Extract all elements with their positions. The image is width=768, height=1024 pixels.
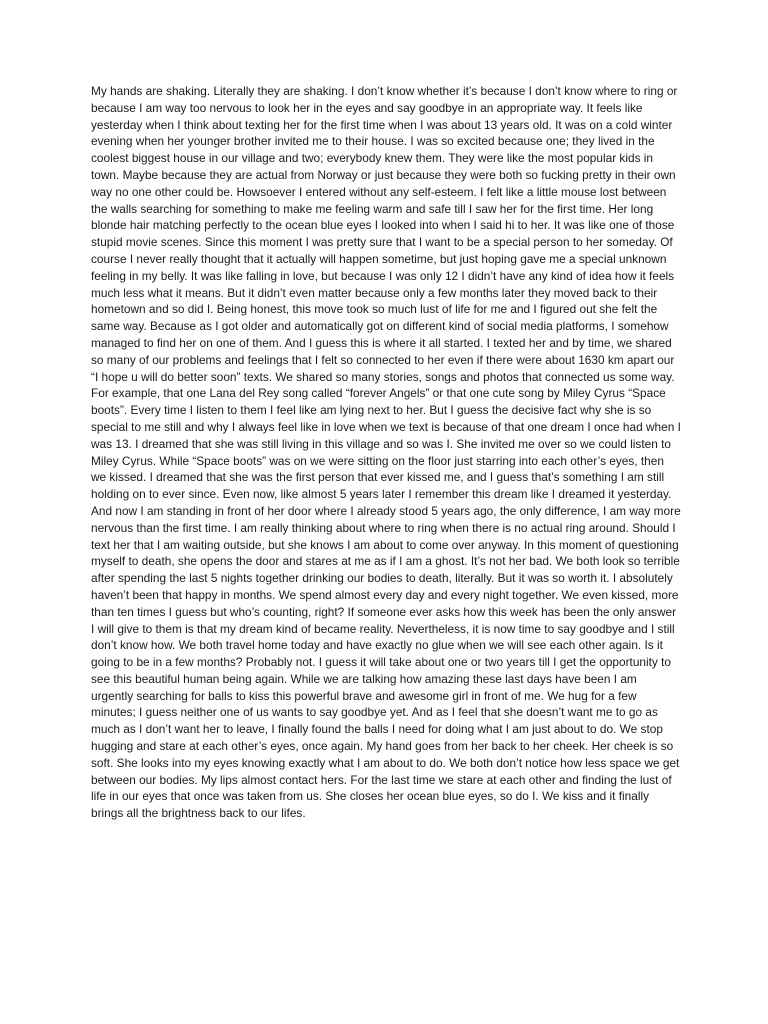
document-page	[91, 83, 681, 963]
body-paragraph: My hands are shaking. Literally they are shaking. I don’t know whether it’s because I don’t know where to ring or because I am way too nervous to look her in the eyes and say goodbye in an appropriate way. It feels like yesterday when I think about texting her for the first time when I was about 13 years old. It was on a cold winter evening when her younger brother invited me to their house. I was so excited because one; they lived in the coolest biggest house in our village and two; everybody knew them. They were like the most popular kids in town. Maybe because they are actual from Norway or just because they were both so fucking pretty in their own way no one other could be. Howsoever I entered without any self-esteem. I felt like a little mouse lost between the walls searching for something to make me feeling warm and safe till I saw her for the first time. Her long blonde hair matching perfectly to the ocean blue eyes I looked into when I said hi to her. It was like one of those stupid movie scenes. Since this moment I was pretty sure that I want to be a special person to her someday. Of course I never really thought that it actually will happen sometime, but just hoping gave me a special unknown feeling in my belly. It was like falling in love, but because I was only 12 I didn’t have any kind of idea how it feels much less what it means. But it didn’t even matter because only a few months later they moved back to their hometown and so did I. Being honest, this move took so much lust of life for me and I figured out she felt the same way. Because as I got older and automatically got on different kind of social media platforms, I somehow managed to find her on one of them. And I guess this is where it all started. I texted her and by time, we shared so many of our problems and feelings that I felt so connected to her even if there were about 1630 km apart our “I hope u will do better soon” texts. We shared so many stories, songs and photos that connected us some way. For example, that one Lana del Rey song called “forever Angels” or that one cute song by Miley Cyrus “Space boots”. Every time I listen to them I feel like am lying next to her. But I guess the decisive fact why she is so special to me still and why I always feel like in love when we text is because of that one dream I once had when I was 13. I dreamed that she was still living in this village and so was I. She invited me over so we could listen to Miley Cyrus. While “Space boots” was on we were sitting on the floor just starring into each other’s eyes, then we kissed. I dreamed that she was the first person that ever kissed me, and I guess that’s something I am still holding on to ever since. Even now, like almost 5 years later I remember this dream like I dreamed it yesterday. And now I am standing in front of her door where I already stood 5 years ago, the only difference, I am way more nervous than the first time. I am really thinking about where to ring when there is no actual ring around. Should I text her that I am waiting outside, but she knows I am about to come over anyway. In this moment of questioning myself to death, she opens the door and stares at me as if I am a ghost. It’s not her bad. We both look so terrible after spending the last 5 nights together drinking our bodies to death, literally. But it was so worth it. I absolutely haven’t been that happy in months. We spend almost every day and every night together. We even kissed, more than ten times I guess but who’s counting, right? If someone ever asks how this week has been the only answer I will give to them is that my dream kind of became reality. Nevertheless, it is now time to say goodbye and I still don’t know how. We both travel home today and have exactly no glue when we will see each other again. Is it going to be in a few months? Probably not. I guess it will take about one or two years till I get the opportunity to see this beautiful human being again. While we are talking how amazing these last days have been I am urgently searching for balls to kiss this powerful brave and awesome girl in front of me. We hug for a few minutes; I guess neither one of us wants to say goodbye yet. And as I feel that she doesn’t want me to go as much as I don’t want her to leave, I finally found the balls I need for doing what I am just about to do. We stop hugging and stare at each other’s eyes, once again. My hand goes from her back to her cheek. Her cheek is so soft. She looks into my eyes knowing exactly what I am about to do. We both don’t notice how less space we get between our bodies. My lips almost contact hers. For the last time we stare at each other and finding the lust of life in our eyes that once was taken from us. She closes her ocean blue eyes, so do I. We kiss and it finally brings all the brightness back to our lifes.	[91, 84, 681, 821]
